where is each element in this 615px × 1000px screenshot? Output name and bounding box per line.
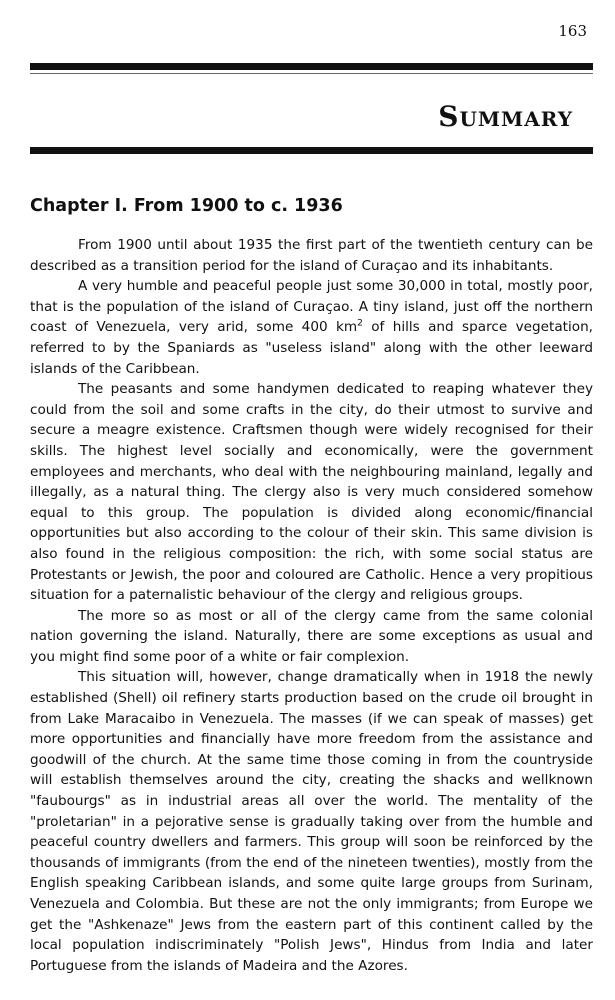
body-text <box>30 235 593 976</box>
paragraph-5: This situation will, however, change dramatically when in 1918 the newly established (Shell) oil refinery starts production based on the crude oil brought in from Lake Maracaibo in Venezuela. The masses (if we can speak of masses) get more opportunities and financially have more freedom from the assistance and goodwill of the church. At the same time those coming in from the countryside will establish themselves around the city, creating the shacks and wellknown "faubourgs" as in industrial areas all over the world. The mentality of the "proletarian" in a pejorative sense is gradually taking over from the humble and peaceful country dwellers and farmers. This group will soon be reinforced by the thousands of immigrants (from the end of the nineteen twenties), mostly from the English speaking Caribbean islands, and some quite large groups from Surinam, Venezuela and Colombia. But these are not the only immigrants; from Europe we get the "Ashkenaze" Jews from the eastern part of this continent called by the local population indiscriminately "Polish Jews", Hindus from India and later Portuguese from the islands of Madeira and the Azores. <box>30 669 593 974</box>
paragraph-3: The peasants and some handymen dedicated to reaping whatever they could from the soil and some crafts in the city, do their utmost to survive and secure a meagre existence. Craftsmen though were widely recognised for their skills. The highest level socially and economically, were the government employees and merchants, who deal with the neighbouring mainland, legally and illegally, as a natural thing. The clergy also is very much considered somehow equal to this group. The population is divided along economic/financial opportunities but also according to the colour of their skin. This same division is also found in the religious composition: the rich, with some social status are Protestants or Jewish, the poor and coloured are Catholic. Hence a very propitious situation for a paternalistic behaviour of the clergy and religious groups. <box>30 381 593 604</box>
paragraph-4: The more so as most or all of the clergy came from the same colonial nation governing the island. Naturally, there are some exceptions as usual and you might find some poor of a white or fair complexion. <box>30 607 593 665</box>
paragraph-2 <box>30 276 593 379</box>
paragraph-1: From 1900 until about 1935 the first part of the twentieth century can be described as a transition period for the island of Curaçao and its inhabitants. <box>30 237 593 274</box>
paragraph-2-tail: of hills and sparce vegetation, referred to by the Spaniards as "useless island" along with the other leeward islands of the Caribbean. <box>30 319 594 377</box>
page-number: 163 <box>558 22 587 40</box>
bottom-rule <box>30 147 593 154</box>
chapter-heading: Chapter I. From 1900 to c. 1936 <box>30 196 343 216</box>
paragraph-2-text: A very humble and peaceful people just some 30,000 in total, mostly poor, that is the population of the island of Curaçao. A tiny island, just off the northern coast of Venezuela, very arid, some 400 km <box>30 278 593 336</box>
km-superscript: 2 <box>357 318 363 329</box>
page-title: Summary <box>438 100 573 133</box>
top-rule <box>30 63 593 70</box>
top-thin-rule <box>30 73 593 74</box>
